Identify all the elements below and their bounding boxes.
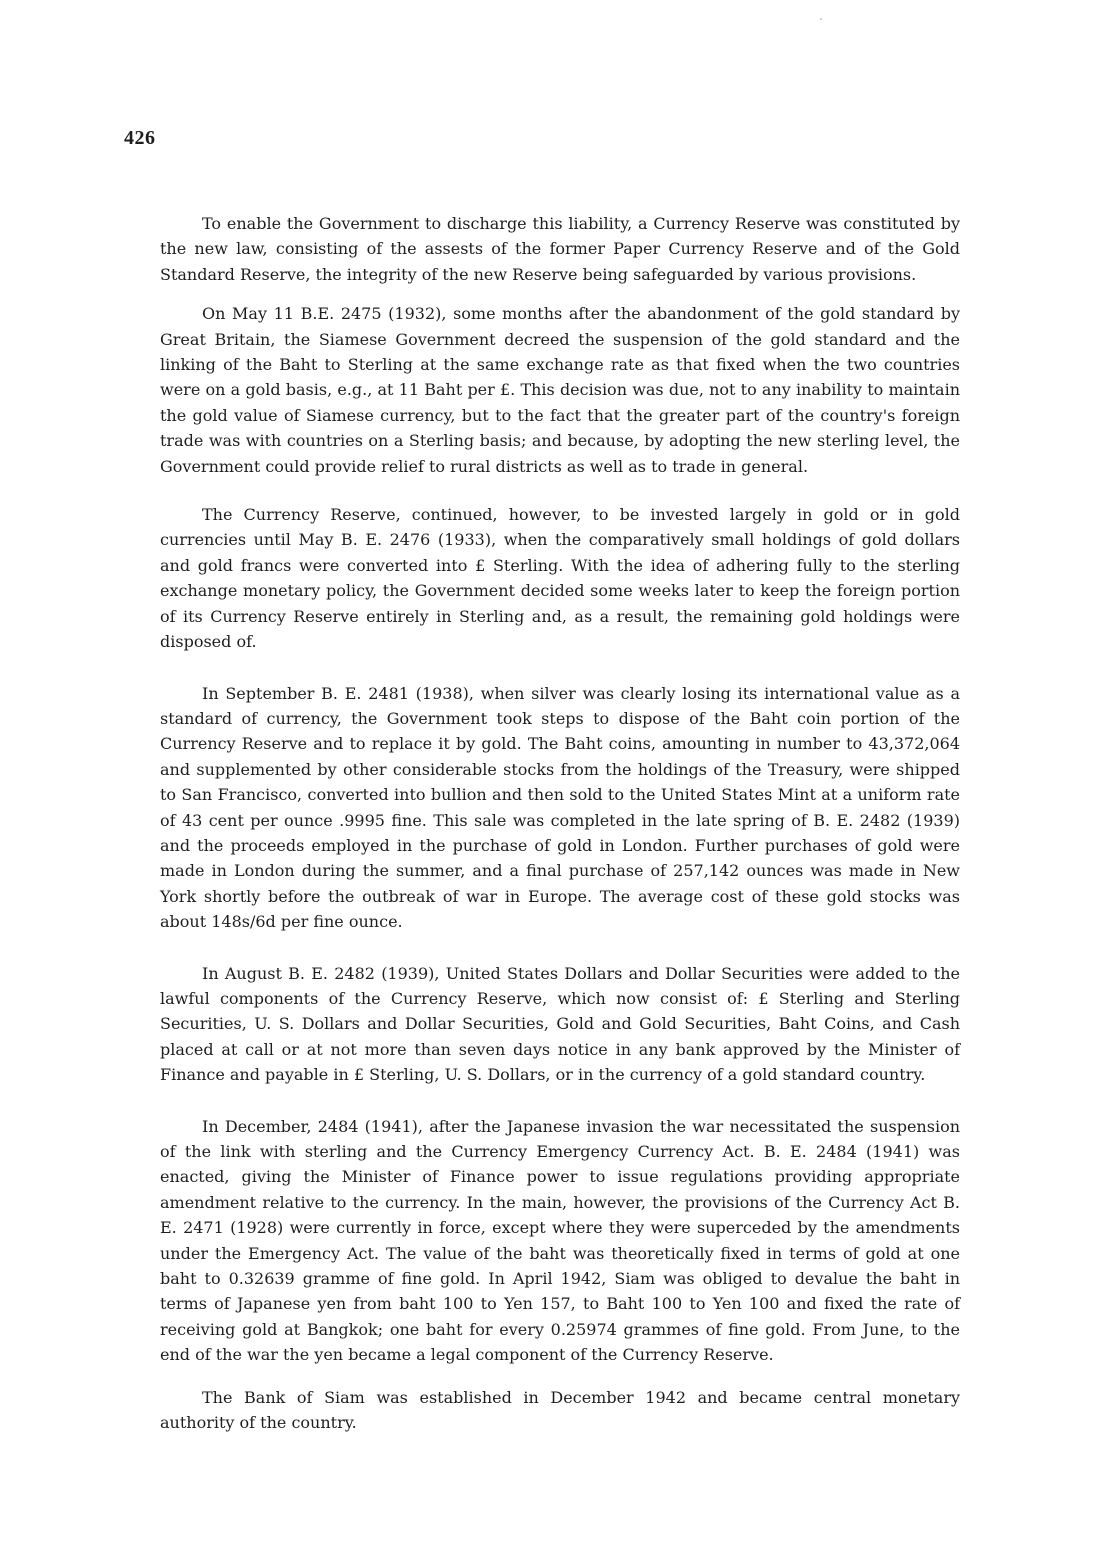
paragraph-reserve-investment: The Currency Reserve, continued, however, to be invested largely in gold or in gold currencies until May B. E. 2476 (1933), when the comparatively small holdings of gold dollars and gold francs were converted into £ Sterling. With the idea of adhering fully to the sterling exchange monetary policy, the Government decided some weeks later to keep the foreign portion of its Currency Reserve entirely in Sterling and, as a result, the remaining gold holdings were disposed of. [160,505,960,652]
page-number: 426 [124,127,156,149]
paragraph-silver-disposal: In September B. E. 2481 (1938), when silver was clearly losing its international value as a standard of currency, the Government took steps to dispose of the Baht coin portion of the Currency Reserve and to replace it by gold. The Baht coins, amounting in number to 43,372,064 and supplemented by other considerable stocks from the holdings of the Treasury, were shipped to San Francisco, converted into bullion and then sold to the United States Mint at a uniform rate of 43 cent per ounce .9995 fine. This sale was completed in the late spring of B. E. 2482 (1939) and the proceeds employed in the purchase of gold in London. Further purchases of gold were made in London during the summer, and a final purchase of 257,142 ounces was made in New York shortly before the outbreak of war in Europe. The average cost of these gold stocks was about 148s/6d per fine ounce. [160,683,960,932]
body-text [160,211,960,1435]
paragraph-bank-of-siam: The Bank of Siam was established in December 1942 and became central monetary authority of the country. [160,1387,960,1433]
paragraph-gold-standard-suspension: On May 11 B.E. 2475 (1932), some months after the abandonment of the gold standard by Great Britain, the Siamese Government decreed the suspension of the gold standard and the linking of the Baht to Sterling at the same exchange rate as that fixed when the two countries were on a gold basis, e.g., at 11 Baht per £. This decision was due, not to any inability to maintain the gold value of Siamese currency, but to the fact that the greater part of the country's foreign trade was with countries on a Sterling basis; and because, by adopting the new sterling level, the Government could provide relief to rural districts as well as to trade in general. [160,304,960,476]
scan-speck [820,18,822,20]
paragraph-lawful-components: In August B. E. 2482 (1939), United States Dollars and Dollar Securities were added to the lawful components of the Currency Reserve, which now consist of: £ Sterling and Sterling Securities, U. S. Dollars and Dollar Securities, Gold and Gold Securities, Baht Coins, and Cash placed at call or at not more than seven days notice in any bank approved by the Minister of Finance and payable in £ Sterling, U. S. Dollars, or in the currency of a gold standard country. [160,963,960,1085]
paragraph-war-emergency: In December, 2484 (1941), after the Japanese invasion the war necessitated the suspension of the link with sterling and the Currency Emergency Currency Act. B. E. 2484 (1941) was enacted, giving the Minister of Finance power to issue regulations providing appropriate amendment relative to the currency. In the main, however, the provisions of the Currency Act B. E. 2471 (1928) were currently in force, except where they were superceded by the amendments under the Emergency Act. The value of the baht was theoretically fixed in terms of gold at one baht to 0.32639 gramme of fine gold. In April 1942, Siam was obliged to devalue the baht in terms of Japanese yen from baht 100 to Yen 157, to Baht 100 to Yen 100 and fixed the rate of receiving gold at Bangkok; one baht for every 0.25974 grammes of fine gold. From June, to the end of the war the yen became a legal component of the Currency Reserve. [160,1116,960,1365]
paragraph-currency-reserve: To enable the Government to discharge this liability, a Currency Reserve was constituted by the new law, consisting of the assests of the former Paper Currency Reserve and of the Gold Standard Reserve, the integrity of the new Reserve being safeguarded by various provisions. [160,214,960,284]
